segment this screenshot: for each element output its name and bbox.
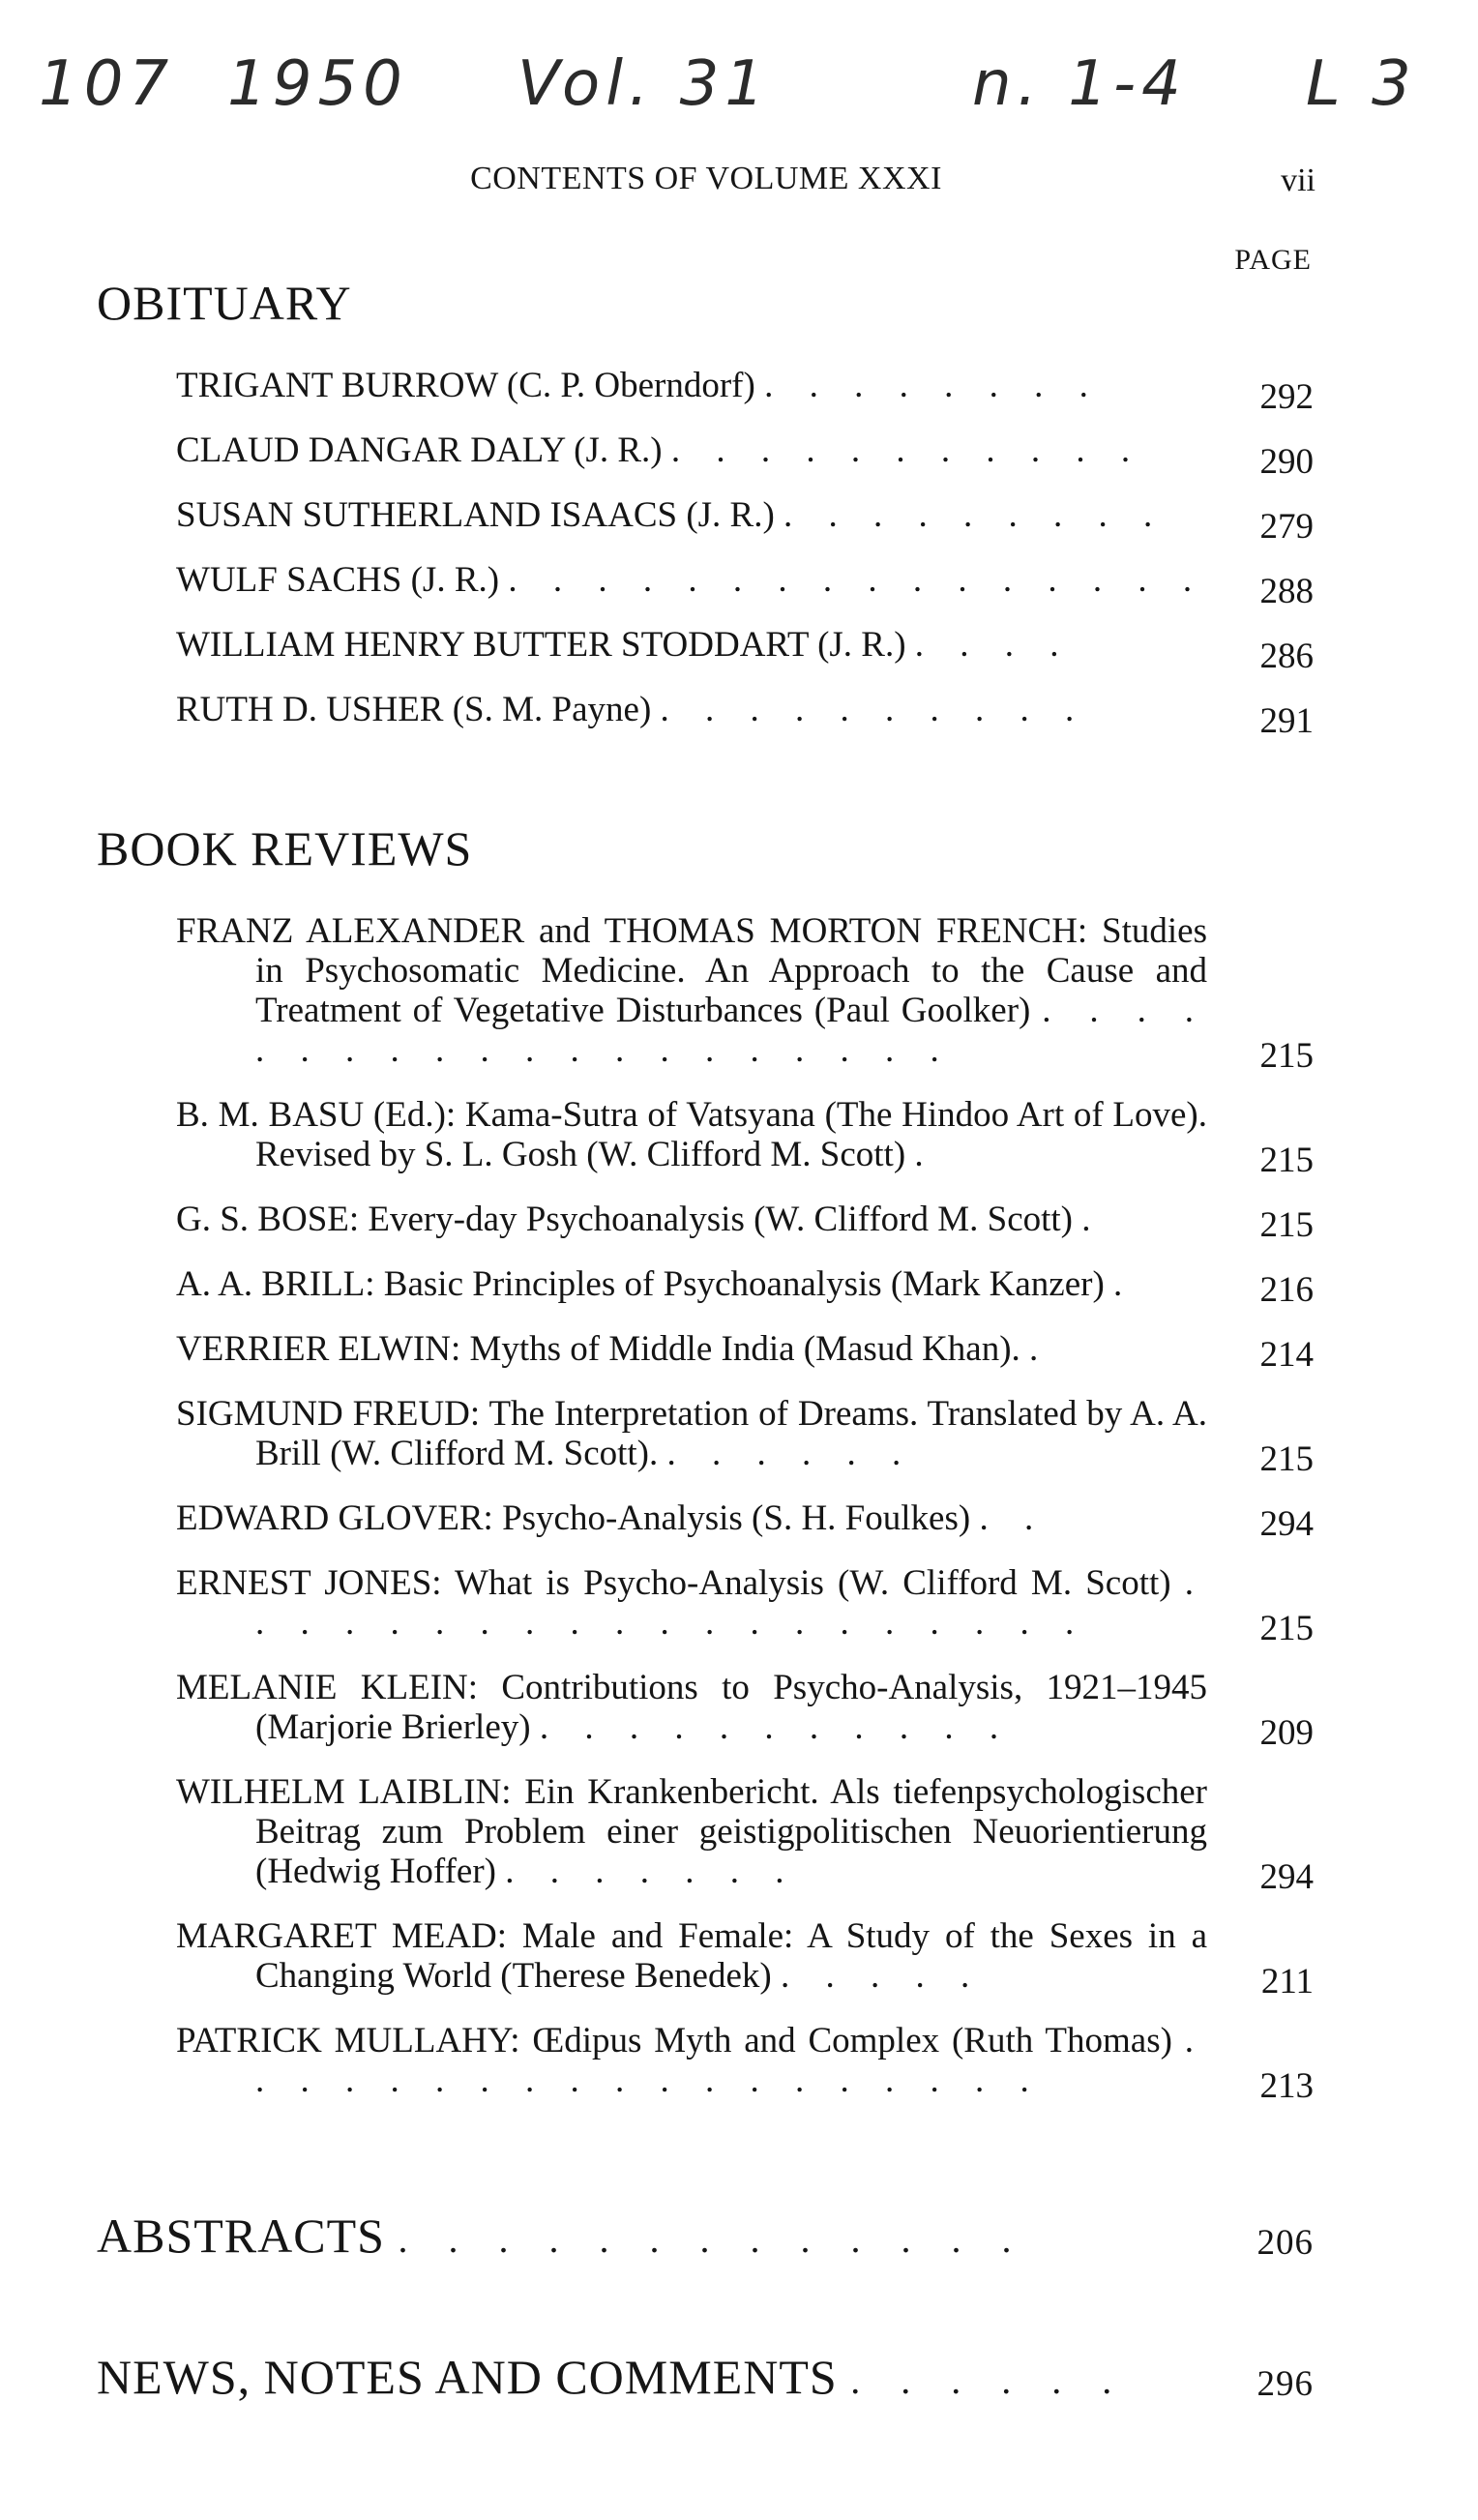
list-item: FRANZ ALEXANDER and THOMAS MORTON FRENCH: Studies in Psychosomatic Medicine. An Approach to the Cause and Treatment of Vegetative Disturbances (Paul Goolker) . . . . . . . . . . . . . . . . . . . . 215 bbox=[176, 911, 1314, 1076]
list-item: SIGMUND FREUD: The Interpretation of Dreams. Translated by A. A. Brill (W. Clifford M. Scott). . . . . . . 215 bbox=[176, 1394, 1314, 1479]
obituary-list bbox=[176, 366, 1314, 755]
annotation-part: 107 bbox=[39, 48, 175, 120]
annotation-part: 1950 bbox=[227, 48, 408, 120]
list-item: VERRIER ELWIN: Myths of Middle India (Masud Khan). . 214 bbox=[176, 1329, 1314, 1375]
entry-page: 215 bbox=[1259, 1141, 1314, 1180]
handwritten-annotation bbox=[39, 27, 1432, 133]
list-item: WILHELM LAIBLIN: Ein Krankenbericht. Als tiefenpsychologischer Beitrag zum Problem einer geistigpolitischen Neuorientierung (Hedwig Hoffer) . . . . . . . 294 bbox=[176, 1772, 1314, 1897]
list-item: CLAUD DANGAR DALY (J. R.) . . . . . . . . . . . 290 bbox=[176, 430, 1314, 482]
entry-page: 216 bbox=[1259, 1270, 1314, 1310]
annotation-part: Vol. 31 bbox=[517, 48, 771, 120]
page-column-label: PAGE bbox=[1234, 244, 1312, 276]
entry-page: 291 bbox=[1259, 701, 1314, 741]
annotation-part: L 3 bbox=[1306, 48, 1417, 120]
entry-page: 294 bbox=[1259, 1857, 1314, 1897]
entry-page: 215 bbox=[1259, 1609, 1314, 1648]
page-number: vii bbox=[1281, 163, 1315, 198]
entry-page: 290 bbox=[1259, 442, 1314, 482]
list-item: EDWARD GLOVER: Psycho-Analysis (S. H. Foulkes) . . 294 bbox=[176, 1498, 1314, 1544]
entry-page: 215 bbox=[1259, 1205, 1314, 1245]
entry-page: 215 bbox=[1259, 1036, 1314, 1076]
section-title-abstracts: ABSTRACTS bbox=[97, 2209, 385, 2263]
book-reviews-list bbox=[176, 911, 1314, 2106]
entry-page: 292 bbox=[1259, 377, 1314, 417]
entry-page: 209 bbox=[1259, 1713, 1314, 1753]
list-item: G. S. BOSE: Every-day Psychoanalysis (W. Clifford M. Scott) . 215 bbox=[176, 1200, 1314, 1245]
entry-page: 214 bbox=[1259, 1335, 1314, 1375]
entry-page: 215 bbox=[1259, 1439, 1314, 1479]
entry-page: 213 bbox=[1259, 2066, 1314, 2106]
page-header-title: CONTENTS OF VOLUME XXXI bbox=[470, 161, 942, 196]
annotation-part: n. 1-4 bbox=[972, 48, 1187, 120]
list-item: MELANIE KLEIN: Contributions to Psycho-Analysis, 1921–1945 (Marjorie Brierley) . . . . . . . . . . . 209 bbox=[176, 1668, 1314, 1753]
section-title-book-reviews: BOOK REVIEWS bbox=[97, 821, 473, 875]
list-item: RUTH D. USHER (S. M. Payne) . . . . . . . . . . 291 bbox=[176, 690, 1314, 741]
list-item: A. A. BRILL: Basic Principles of Psychoanalysis (Mark Kanzer) . 216 bbox=[176, 1264, 1314, 1310]
entry-page: 294 bbox=[1259, 1504, 1314, 1544]
section-news-notes-comments: NEWS, NOTES AND COMMENTS . . . . . . 296 bbox=[97, 2350, 1314, 2404]
entry-page: 211 bbox=[1260, 1962, 1314, 2001]
list-item: WULF SACHS (J. R.) . . . . . . . . . . . . . . . . 288 bbox=[176, 560, 1314, 611]
entry-page: 206 bbox=[1256, 2223, 1314, 2263]
section-title-news: NEWS, NOTES AND COMMENTS bbox=[97, 2350, 838, 2404]
list-item: PATRICK MULLAHY: Œdipus Myth and Complex (Ruth Thomas) . . . . . . . . . . . . . . . . . . . 213 bbox=[176, 2021, 1314, 2106]
list-item: TRIGANT BURROW (C. P. Oberndorf) . . . . . . . . 292 bbox=[176, 366, 1314, 417]
list-item: WILLIAM HENRY BUTTER STODDART (J. R.) . . . . 286 bbox=[176, 625, 1314, 676]
entry-page: 286 bbox=[1259, 637, 1314, 676]
list-item: B. M. BASU (Ed.): Kama-Sutra of Vatsyana (The Hindoo Art of Love). Revised by S. L. Gosh (W. Clifford M. Scott) . 215 bbox=[176, 1095, 1314, 1180]
section-title-obituary: OBITUARY bbox=[97, 276, 352, 330]
list-item: ERNEST JONES: What is Psycho-Analysis (W. Clifford M. Scott) . . . . . . . . . . . . . . . . . . . . 215 bbox=[176, 1563, 1314, 1648]
list-item: MARGARET MEAD: Male and Female: A Study of the Sexes in a Changing World (Therese Benedek) . . . . . 211 bbox=[176, 1916, 1314, 2001]
section-abstracts: ABSTRACTS . . . . . . . . . . . . . 206 bbox=[97, 2209, 1314, 2263]
entry-page: 288 bbox=[1259, 572, 1314, 611]
list-item: SUSAN SUTHERLAND ISAACS (J. R.) . . . . . . . . . 279 bbox=[176, 495, 1314, 547]
entry-page: 279 bbox=[1259, 507, 1314, 547]
entry-page: 296 bbox=[1256, 2364, 1314, 2404]
